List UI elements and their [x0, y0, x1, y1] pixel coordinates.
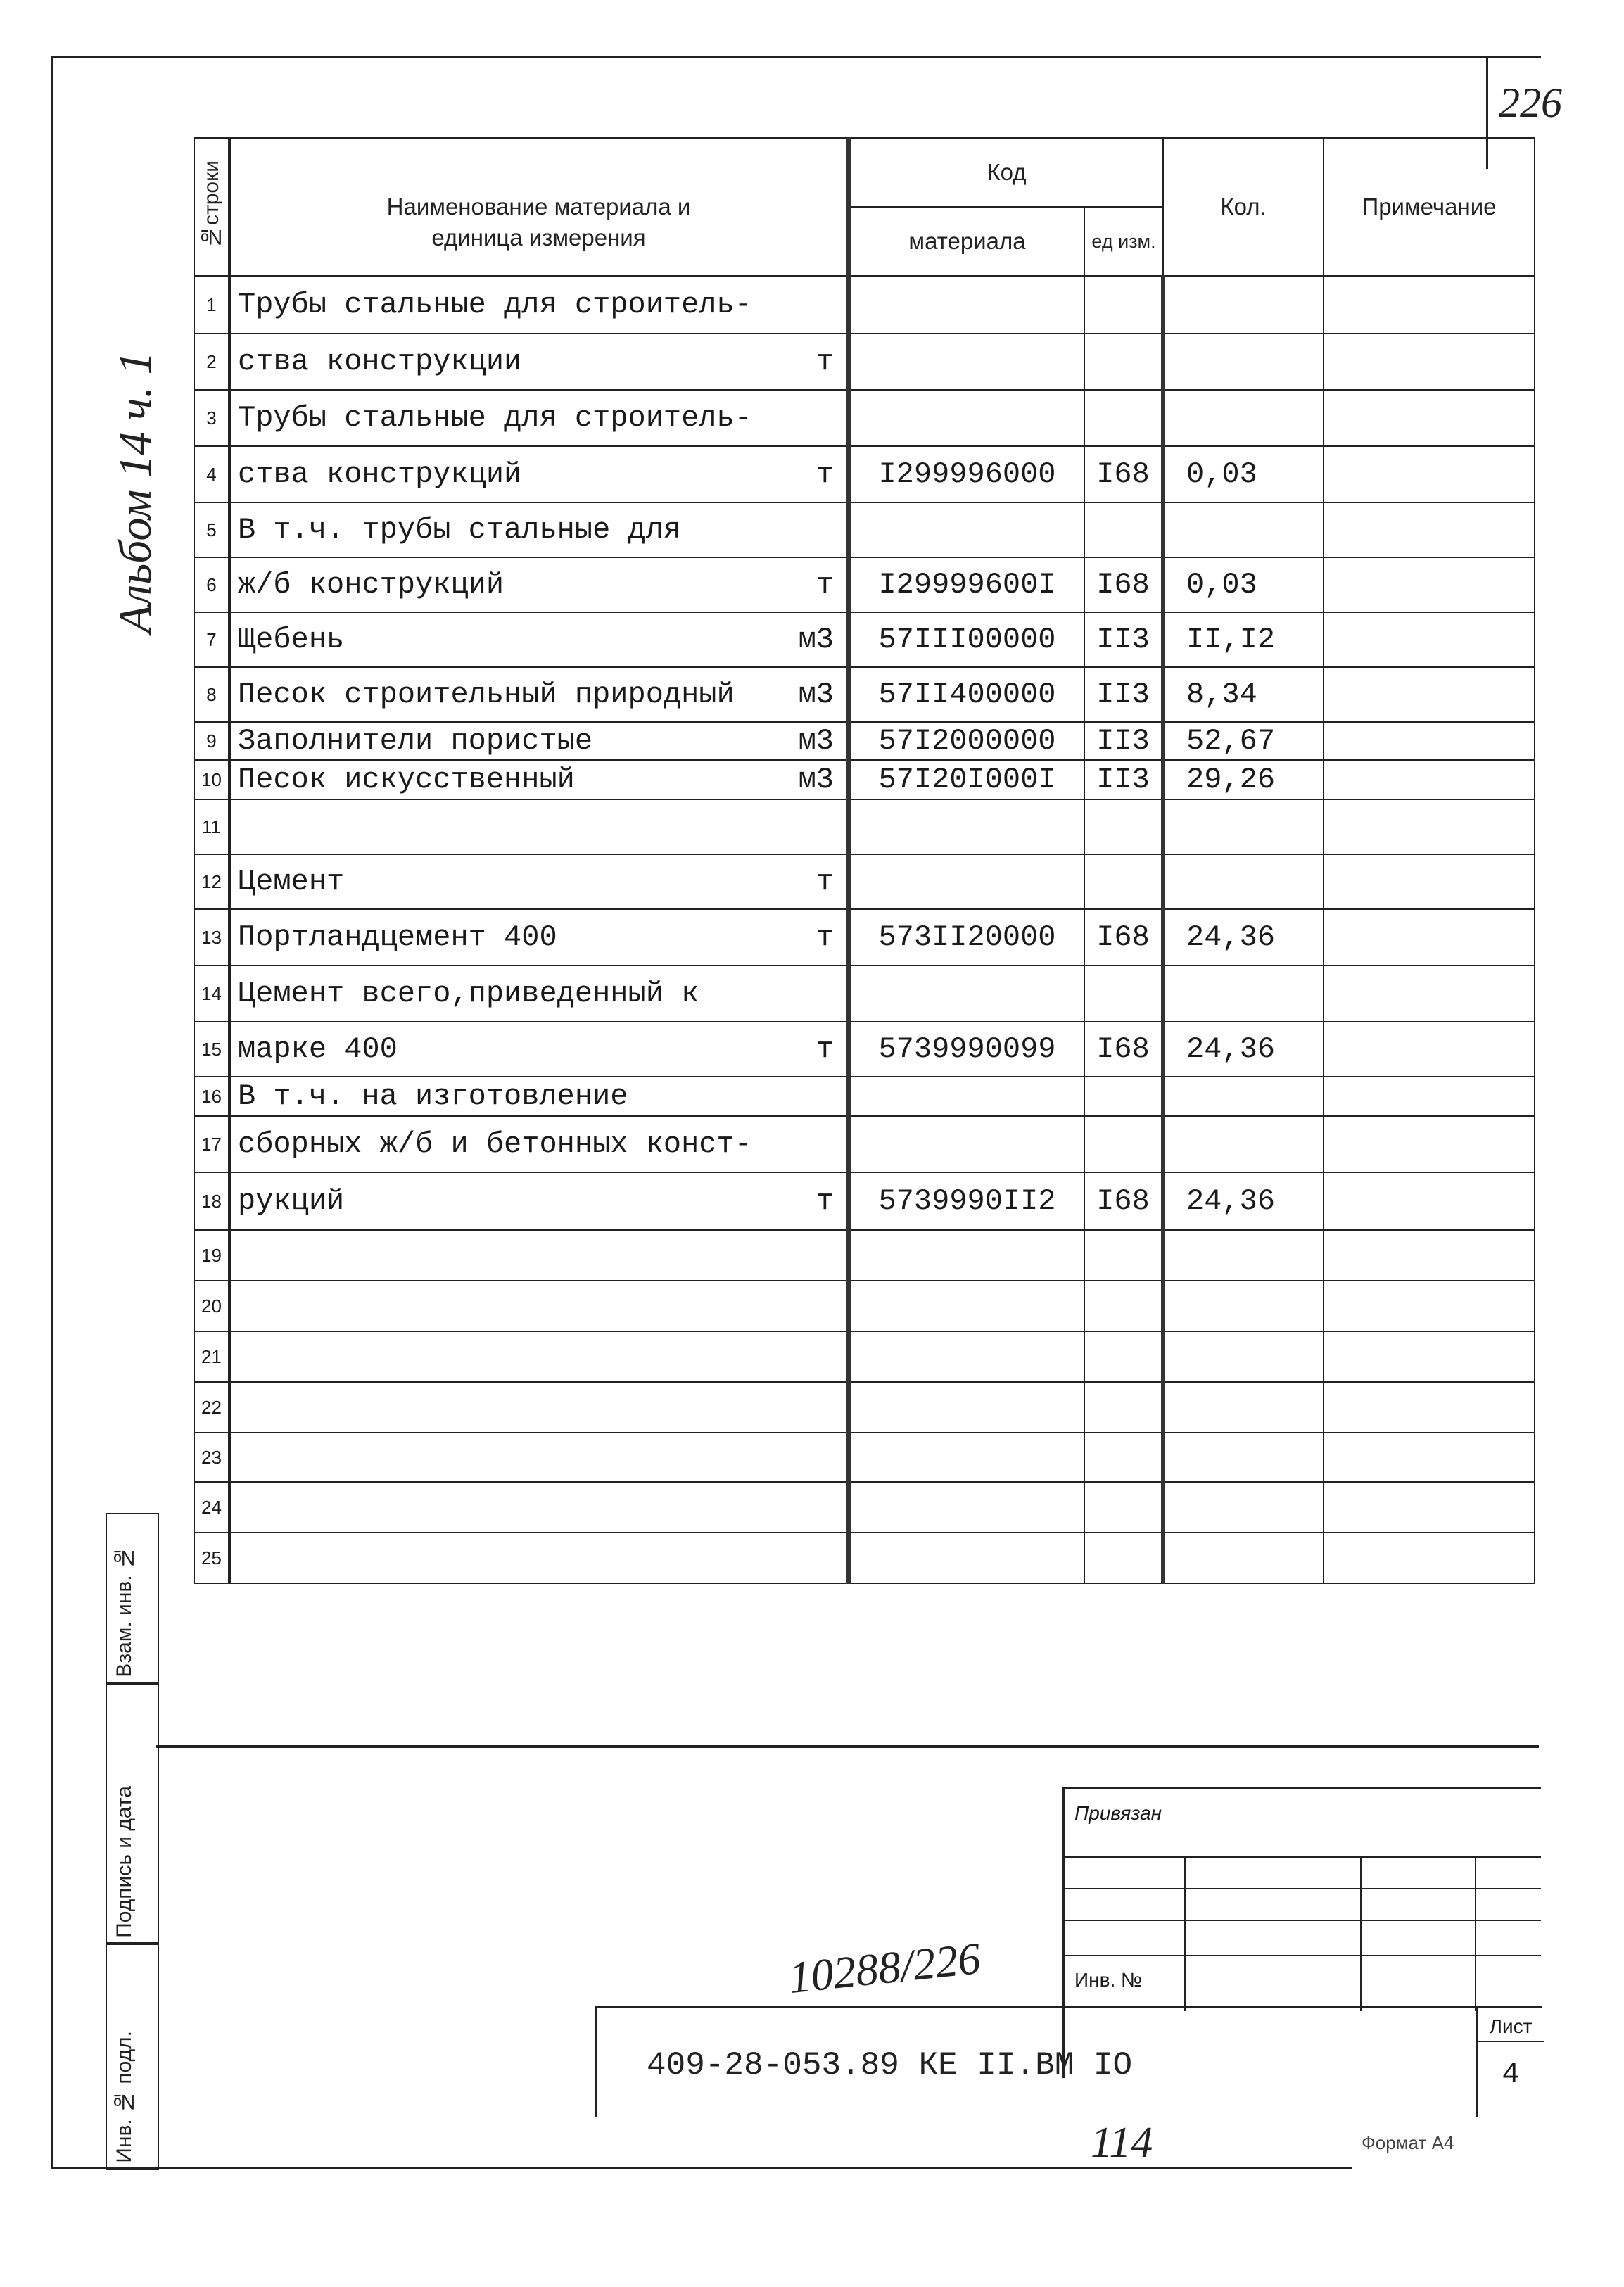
- material-code: [849, 854, 1084, 909]
- material-name: [229, 334, 849, 390]
- material-code: 5739990II2: [849, 1172, 1084, 1230]
- row-number: 17: [194, 1116, 229, 1172]
- note: [1324, 1433, 1535, 1482]
- material-code: [849, 334, 1084, 390]
- side-vzam-label: Взам. инв. №: [113, 1546, 136, 1678]
- side-inv-box: [106, 1942, 159, 2170]
- material-name: [229, 1382, 849, 1433]
- unit-text: т: [816, 1184, 834, 1218]
- quantity: II,I2: [1163, 612, 1324, 667]
- table-row: [194, 854, 1535, 909]
- row-number: 5: [194, 502, 229, 557]
- row-number: 8: [194, 667, 229, 722]
- unit-code: [1084, 1281, 1163, 1331]
- unit-text: т: [816, 1032, 834, 1066]
- table-row: [194, 502, 1535, 557]
- materials-table: [194, 137, 1535, 1584]
- table-row: [194, 1331, 1535, 1382]
- header-name-text: Наименование материала и единица измерения: [386, 194, 691, 251]
- note: [1324, 334, 1535, 390]
- note: [1324, 1022, 1535, 1077]
- format-label: Формат А4: [1362, 2132, 1454, 2153]
- row-number: 13: [194, 909, 229, 965]
- header-row-no-text: №строки: [199, 160, 223, 248]
- material-code: 57II400000: [849, 667, 1084, 722]
- stamp-vline-3: [1475, 1856, 1476, 2011]
- row-number: 2: [194, 334, 229, 390]
- material-code: I299996000: [849, 446, 1084, 502]
- material-code: 57I20I000I: [849, 760, 1084, 799]
- quantity: 24,36: [1163, 909, 1324, 965]
- unit-code: [1084, 799, 1163, 854]
- row-number: 9: [194, 722, 229, 760]
- unit-code: II3: [1084, 612, 1163, 667]
- unit-code: [1084, 334, 1163, 390]
- side-podpis-label: Подпись и дата: [113, 1786, 136, 1938]
- material-name: [229, 1172, 849, 1230]
- unit-text: т: [816, 865, 834, 899]
- quantity: [1163, 1533, 1324, 1583]
- unit-text: т: [816, 568, 834, 602]
- table-row: [194, 612, 1535, 667]
- stamp-line-1: [1065, 1856, 1541, 1858]
- unit-code: [1084, 1433, 1163, 1482]
- quantity: [1163, 965, 1324, 1022]
- note: [1324, 1172, 1535, 1230]
- row-number: 23: [194, 1433, 229, 1482]
- material-name: [229, 1077, 849, 1116]
- unit-code: II3: [1084, 760, 1163, 799]
- quantity: 52,67: [1163, 722, 1324, 760]
- quantity: [1163, 1331, 1324, 1382]
- note: [1324, 760, 1535, 799]
- table-row: [194, 1433, 1535, 1482]
- side-podpis-box: [106, 1682, 159, 1945]
- table-row: [194, 557, 1535, 612]
- material-name-text: марке 400: [238, 1032, 398, 1066]
- row-number: 7: [194, 612, 229, 667]
- material-name: [229, 1331, 849, 1382]
- unit-code: [1084, 502, 1163, 557]
- material-name-text: Трубы стальные для строитель-: [238, 401, 752, 435]
- material-name-text: Цемент: [238, 865, 345, 899]
- row-number: 11: [194, 799, 229, 854]
- unit-text: м3: [798, 763, 834, 797]
- material-name: [229, 1116, 849, 1172]
- table-row: [194, 1172, 1535, 1230]
- material-name: [229, 1533, 849, 1583]
- table-row: [194, 1533, 1535, 1583]
- note: [1324, 722, 1535, 760]
- note: [1324, 1116, 1535, 1172]
- table-row: [194, 1482, 1535, 1533]
- quantity: 24,36: [1163, 1172, 1324, 1230]
- material-name-text: В т.ч. на изготовление: [238, 1079, 628, 1113]
- quantity: [1163, 1382, 1324, 1433]
- table-bottom-line: [156, 1745, 1539, 1748]
- unit-code: [1084, 1230, 1163, 1281]
- unit-code: [1084, 1331, 1163, 1382]
- quantity: [1163, 276, 1324, 334]
- material-code: [849, 1433, 1084, 1482]
- material-code: [849, 1281, 1084, 1331]
- material-code: I29999600I: [849, 557, 1084, 612]
- unit-text: м3: [798, 724, 834, 758]
- note: [1324, 557, 1535, 612]
- table-row: [194, 1116, 1535, 1172]
- table-row: [194, 276, 1535, 334]
- row-number: 4: [194, 446, 229, 502]
- table-row: [194, 1022, 1535, 1077]
- table-row: [194, 909, 1535, 965]
- unit-code: I68: [1084, 557, 1163, 612]
- material-name: [229, 1022, 849, 1077]
- row-number: 16: [194, 1077, 229, 1116]
- quantity: [1163, 1077, 1324, 1116]
- material-name: [229, 1281, 849, 1331]
- table-row: [194, 390, 1535, 446]
- material-name: [229, 909, 849, 965]
- row-number: 18: [194, 1172, 229, 1230]
- unit-code: I68: [1084, 909, 1163, 965]
- table-row: [194, 446, 1535, 502]
- material-name-text: Щебень: [238, 623, 345, 657]
- header-note: Примечание: [1324, 138, 1535, 276]
- quantity: [1163, 1230, 1324, 1281]
- material-name-text: ж/б конструкций: [238, 568, 505, 602]
- side-inv-label: Инв. № подл.: [113, 2031, 136, 2163]
- row-number: 20: [194, 1281, 229, 1331]
- material-name: [229, 612, 849, 667]
- quantity: 24,36: [1163, 1022, 1324, 1077]
- material-name-text: сборных ж/б и бетонных конст-: [238, 1127, 752, 1161]
- header-code: Код: [849, 138, 1163, 207]
- table-row: [194, 1382, 1535, 1433]
- stamp-vline-2: [1360, 1856, 1362, 2011]
- note: [1324, 1281, 1535, 1331]
- material-name-text: Цемент всего,приведенный к: [238, 977, 699, 1011]
- material-code: [849, 502, 1084, 557]
- material-name: [229, 502, 849, 557]
- quantity: [1163, 1482, 1324, 1533]
- material-name: [229, 722, 849, 760]
- quantity: 0,03: [1163, 446, 1324, 502]
- note: [1324, 1482, 1535, 1533]
- note: [1324, 667, 1535, 722]
- footer-line: [51, 2167, 1352, 2169]
- unit-code: [1084, 1116, 1163, 1172]
- sheet-label: Лист: [1478, 2015, 1544, 2042]
- header-row-no: [194, 138, 229, 276]
- material-name: [229, 667, 849, 722]
- material-name: [229, 1230, 849, 1281]
- material-name-text: Портландцемент 400: [238, 920, 557, 954]
- note: [1324, 854, 1535, 909]
- row-number: 10: [194, 760, 229, 799]
- row-number: 15: [194, 1022, 229, 1077]
- material-code: [849, 1116, 1084, 1172]
- unit-code: I68: [1084, 446, 1163, 502]
- row-number: 19: [194, 1230, 229, 1281]
- unit-code: [1084, 276, 1163, 334]
- quantity: [1163, 1281, 1324, 1331]
- material-code: [849, 1533, 1084, 1583]
- header-name: [229, 138, 849, 276]
- material-code: [849, 1230, 1084, 1281]
- side-vzam-box: [106, 1513, 159, 1685]
- row-number: 12: [194, 854, 229, 909]
- note: [1324, 799, 1535, 854]
- unit-code: [1084, 1533, 1163, 1583]
- unit-text: т: [816, 345, 834, 379]
- unit-code: II3: [1084, 722, 1163, 760]
- table-row: [194, 1281, 1535, 1331]
- header-unit: ед изм.: [1084, 207, 1163, 276]
- note: [1324, 1230, 1535, 1281]
- quantity: 0,03: [1163, 557, 1324, 612]
- quantity: [1163, 1116, 1324, 1172]
- unit-text: м3: [798, 678, 834, 711]
- material-name: [229, 446, 849, 502]
- material-name: [229, 1433, 849, 1482]
- material-name: [229, 276, 849, 334]
- note: [1324, 1382, 1535, 1433]
- quantity: 8,34: [1163, 667, 1324, 722]
- material-code: 57I2000000: [849, 722, 1084, 760]
- material-name-text: Трубы стальные для строитель-: [238, 288, 752, 322]
- material-code: [849, 390, 1084, 446]
- row-number: 22: [194, 1382, 229, 1433]
- row-number: 14: [194, 965, 229, 1022]
- stamp-line-3: [1065, 1920, 1541, 1921]
- material-name-text: Песок строительный природный: [238, 678, 735, 711]
- stamp-privyazan: Привязан: [1074, 1802, 1162, 1824]
- stamp-inv-no: Инв. №: [1074, 1969, 1143, 1991]
- material-name: [229, 799, 849, 854]
- note: [1324, 1331, 1535, 1382]
- note: [1324, 1077, 1535, 1116]
- stamp-line-4: [1065, 1955, 1541, 1956]
- album-label: Альбом 14 ч. 1: [110, 351, 161, 633]
- note: [1324, 909, 1535, 965]
- table-row: [194, 760, 1535, 799]
- signature: 10288/226: [785, 1932, 983, 2003]
- material-name-text: ства конструкций: [238, 457, 522, 491]
- table-row: [194, 1077, 1535, 1116]
- material-code: [849, 965, 1084, 1022]
- row-number: 21: [194, 1331, 229, 1382]
- material-code: [849, 1077, 1084, 1116]
- note: [1324, 1533, 1535, 1583]
- material-code: [849, 1331, 1084, 1382]
- row-number: 25: [194, 1533, 229, 1583]
- material-code: [849, 276, 1084, 334]
- table-row: [194, 334, 1535, 390]
- unit-code: I68: [1084, 1022, 1163, 1077]
- material-name: [229, 1482, 849, 1533]
- unit-code: [1084, 1382, 1163, 1433]
- quantity: [1163, 854, 1324, 909]
- material-name: [229, 854, 849, 909]
- unit-code: II3: [1084, 667, 1163, 722]
- material-name-text: Песок искусственный: [238, 763, 575, 797]
- material-code: 57III00000: [849, 612, 1084, 667]
- unit-text: т: [816, 457, 834, 491]
- row-number: 6: [194, 557, 229, 612]
- unit-code: [1084, 390, 1163, 446]
- material-code: [849, 1382, 1084, 1433]
- note: [1324, 502, 1535, 557]
- material-code: [849, 799, 1084, 854]
- note: [1324, 612, 1535, 667]
- row-number: 1: [194, 276, 229, 334]
- material-code: [849, 1482, 1084, 1533]
- quantity: [1163, 1433, 1324, 1482]
- sheet-box: [1476, 2008, 1544, 2117]
- row-number: 3: [194, 390, 229, 446]
- note: [1324, 965, 1535, 1022]
- table-row: [194, 1230, 1535, 1281]
- quantity: [1163, 334, 1324, 390]
- quantity: [1163, 390, 1324, 446]
- material-code: 573II20000: [849, 909, 1084, 965]
- stamp-vline-1: [1184, 1856, 1186, 2011]
- material-name-text: Заполнители пористые: [238, 724, 593, 758]
- note: [1324, 446, 1535, 502]
- unit-text: м3: [798, 623, 834, 657]
- document-code: 409-28-053.89 КЕ II.ВМ IО: [647, 2047, 1133, 2084]
- row-number: 24: [194, 1482, 229, 1533]
- material-name: [229, 760, 849, 799]
- quantity: [1163, 502, 1324, 557]
- unit-text: т: [816, 920, 834, 954]
- unit-code: [1084, 1077, 1163, 1116]
- unit-code: [1084, 965, 1163, 1022]
- header-material: материала: [849, 207, 1084, 276]
- stamp-line-2: [1065, 1888, 1541, 1889]
- table-row: [194, 965, 1535, 1022]
- unit-code: [1084, 1482, 1163, 1533]
- material-name-text: В т.ч. трубы стальные для: [238, 513, 682, 547]
- note: [1324, 276, 1535, 334]
- table-row: [194, 799, 1535, 854]
- material-name-text: ства конструкции: [238, 345, 522, 379]
- material-code: 5739990099: [849, 1022, 1084, 1077]
- material-name: [229, 390, 849, 446]
- table-row: [194, 722, 1535, 760]
- handwritten-number: 114: [1091, 2119, 1153, 2167]
- header-qty: Кол.: [1163, 138, 1324, 276]
- material-name: [229, 965, 849, 1022]
- page-number: 226: [1499, 80, 1562, 126]
- material-name: [229, 557, 849, 612]
- quantity: 29,26: [1163, 760, 1324, 799]
- sheet-number: 4: [1502, 2058, 1520, 2091]
- title-block: [595, 2006, 1542, 2117]
- table-row: [194, 667, 1535, 722]
- unit-code: [1084, 854, 1163, 909]
- unit-code: I68: [1084, 1172, 1163, 1230]
- quantity: [1163, 799, 1324, 854]
- material-name-text: рукций: [238, 1184, 345, 1218]
- album-label-block: [53, 253, 215, 647]
- note: [1324, 390, 1535, 446]
